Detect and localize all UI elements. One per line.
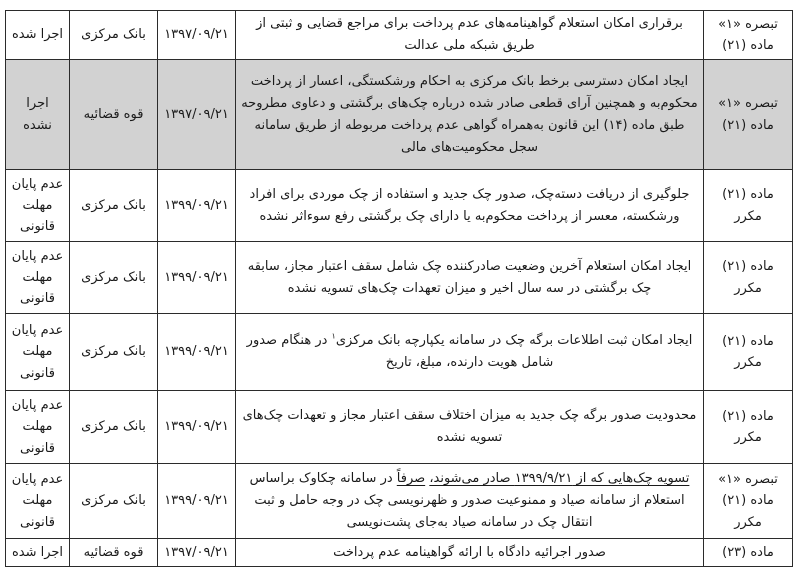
reference-line: ماده (۲۱) مکرر: [722, 408, 774, 446]
status-line: مهلت: [22, 493, 53, 509]
status-line: اجرا شده: [11, 27, 64, 43]
organization-cell: بانک مرکزی: [70, 391, 158, 464]
status-cell: [6, 539, 70, 567]
description-segment: ایجاد امکان دسترسی برخط بانک مرکزی به احکام ورشکستگی، اعسار از پرداخت محکوم‌به و همچنین آرای قطعی صادر شده درباره چک‌های برگشتی و دعاوی مطروحه طبق ماده (۱۴) این قانون به‌همراه گواهی عدم پرداخت مربوطه از طریق سامانه سجل محکومیت‌های مالی: [241, 73, 698, 155]
organization-cell: بانک مرکزی: [70, 11, 158, 60]
table-row: [6, 314, 793, 391]
date-cell: ۱۳۹۹/۰۹/۲۱: [158, 242, 236, 314]
description-cell: [236, 464, 704, 539]
reference-line: ماده (۲۳): [722, 544, 774, 560]
status-line: قانونی: [20, 514, 55, 530]
table-row: [6, 391, 793, 464]
description-segment: صرفاً: [396, 471, 426, 487]
reference-cell: [704, 242, 793, 314]
status-cell: [6, 11, 70, 60]
status-line: قانونی: [20, 440, 55, 456]
organization-cell: بانک مرکزی: [70, 314, 158, 391]
reference-line: تبصره «۱»: [718, 96, 778, 112]
reference-cell: [704, 464, 793, 539]
table-row: [6, 242, 793, 314]
organization-cell: بانک مرکزی: [70, 242, 158, 314]
date-cell: ۱۳۹۹/۰۹/۲۱: [158, 170, 236, 242]
description-segment: ایجاد امکان ثبت اطلاعات برگه چک در سامانه یکپارچه بانک مرکزی: [335, 333, 693, 349]
date-cell: ۱۳۹۷/۰۹/۲۱: [158, 11, 236, 60]
status-cell: [6, 391, 70, 464]
table-row: [6, 539, 793, 567]
reference-line: ماده (۲۱) مکرر: [722, 333, 774, 371]
date-cell: ۱۳۹۹/۰۹/۲۱: [158, 391, 236, 464]
status-line: اجرا نشده: [23, 96, 52, 133]
description-segment: محدودیت صدور برگه چک جدید به میزان اختلاف سقف اعتبار مجاز و تعهدات چک‌های تسویه نشده: [242, 408, 697, 446]
description-segment: تسویه چک‌هایی که از ۱۳۹۹/۹/۲۱ صادر می‌شوند،: [429, 471, 690, 487]
status-line: اجرا شده: [11, 544, 64, 560]
organization-cell: قوه قضائیه: [70, 60, 158, 170]
status-cell: [6, 170, 70, 242]
reference-cell: [704, 314, 793, 391]
description-cell: [236, 539, 704, 567]
status-line: قانونی: [20, 291, 55, 307]
date-cell: ۱۳۹۹/۰۹/۲۱: [158, 464, 236, 539]
description-segment: ایجاد امکان استعلام آخرین وضعیت صادرکننده چک شامل سقف اعتبار مجاز، سابقه چک برگشتی در سه سال اخیر و میزان تعهدات چک‌های تسویه نشده: [247, 258, 692, 296]
date-cell: ۱۳۹۷/۰۹/۲۱: [158, 60, 236, 170]
description-cell: [236, 242, 704, 314]
description-segment: در سامانه چکاوک براساس استعلام از سامانه صیاد و ممنوعیت صدور و ظهرنویسی چک در وجه حامل و ثبت انتقال چک در سامانه صیاد به‌جای پشت‌نویسی: [249, 471, 685, 531]
description-cell: [236, 314, 704, 391]
status-line: قانونی: [20, 365, 55, 381]
description-segment: در هنگام صدور شامل هویت دارنده، مبلغ، تاریخ: [246, 333, 554, 371]
reference-cell: [704, 539, 793, 567]
description-cell: [236, 170, 704, 242]
status-cell: [6, 464, 70, 539]
status-line: عدم پایان: [11, 176, 64, 192]
organization-cell: قوه قضائیه: [70, 539, 158, 567]
status-line: مهلت: [22, 419, 53, 435]
description-segment: جلوگیری از دریافت دسته‌چک، صدور چک جدید و استفاده از چک موردی برای افراد ورشکسته، معسر از پرداخت محکوم‌به یا دارای چک برگشتی رفع سوءاثر نشده: [249, 186, 690, 224]
table-body: [6, 11, 793, 567]
reference-cell: [704, 60, 793, 170]
description-cell: [236, 391, 704, 464]
reference-line: تبصره «۱»: [718, 472, 778, 488]
description-segment: برقراری امکان استعلام گواهینامه‌های عدم پرداخت برای مراجع قضایی و ثبتی از طریق شبکه ملی عدالت: [256, 16, 683, 54]
status-cell: [6, 314, 70, 391]
reference-line: ماده (۲۱) مکرر: [722, 187, 774, 224]
table-row: [6, 464, 793, 539]
organization-cell: بانک مرکزی: [70, 464, 158, 539]
reference-line: ماده (۲۱): [722, 117, 774, 133]
reference-cell: [704, 11, 793, 60]
status-cell: [6, 60, 70, 170]
description-cell: [236, 11, 704, 60]
reference-line: ماده (۲۱) مکرر: [722, 259, 774, 296]
footnote-marker: ۱: [331, 331, 336, 341]
status-line: مهلت: [22, 269, 53, 285]
date-cell: ۱۳۹۹/۰۹/۲۱: [158, 314, 236, 391]
organization-cell: بانک مرکزی: [70, 170, 158, 242]
table-row: [6, 11, 793, 60]
description-cell: [236, 60, 704, 170]
status-line: مهلت: [22, 344, 53, 360]
table-row: [6, 170, 793, 242]
reference-cell: [704, 170, 793, 242]
reference-line: ماده (۲۱) مکرر: [722, 493, 774, 530]
description-segment: صدور اجرائیه دادگاه با ارائه گواهینامه عدم پرداخت: [333, 544, 606, 560]
status-line: عدم پایان: [11, 398, 64, 414]
reference-line: تبصره «۱»: [718, 16, 778, 32]
table-row: [6, 60, 793, 170]
implementation-status-table: [5, 10, 793, 567]
status-line: عدم پایان: [11, 248, 64, 264]
status-line: قانونی: [20, 219, 55, 235]
status-cell: [6, 242, 70, 314]
reference-line: ماده (۲۱): [722, 38, 774, 54]
status-line: عدم پایان: [11, 472, 64, 488]
status-line: عدم پایان: [11, 323, 64, 339]
date-cell: ۱۳۹۷/۰۹/۲۱: [158, 539, 236, 567]
reference-cell: [704, 391, 793, 464]
status-line: مهلت: [22, 197, 53, 213]
